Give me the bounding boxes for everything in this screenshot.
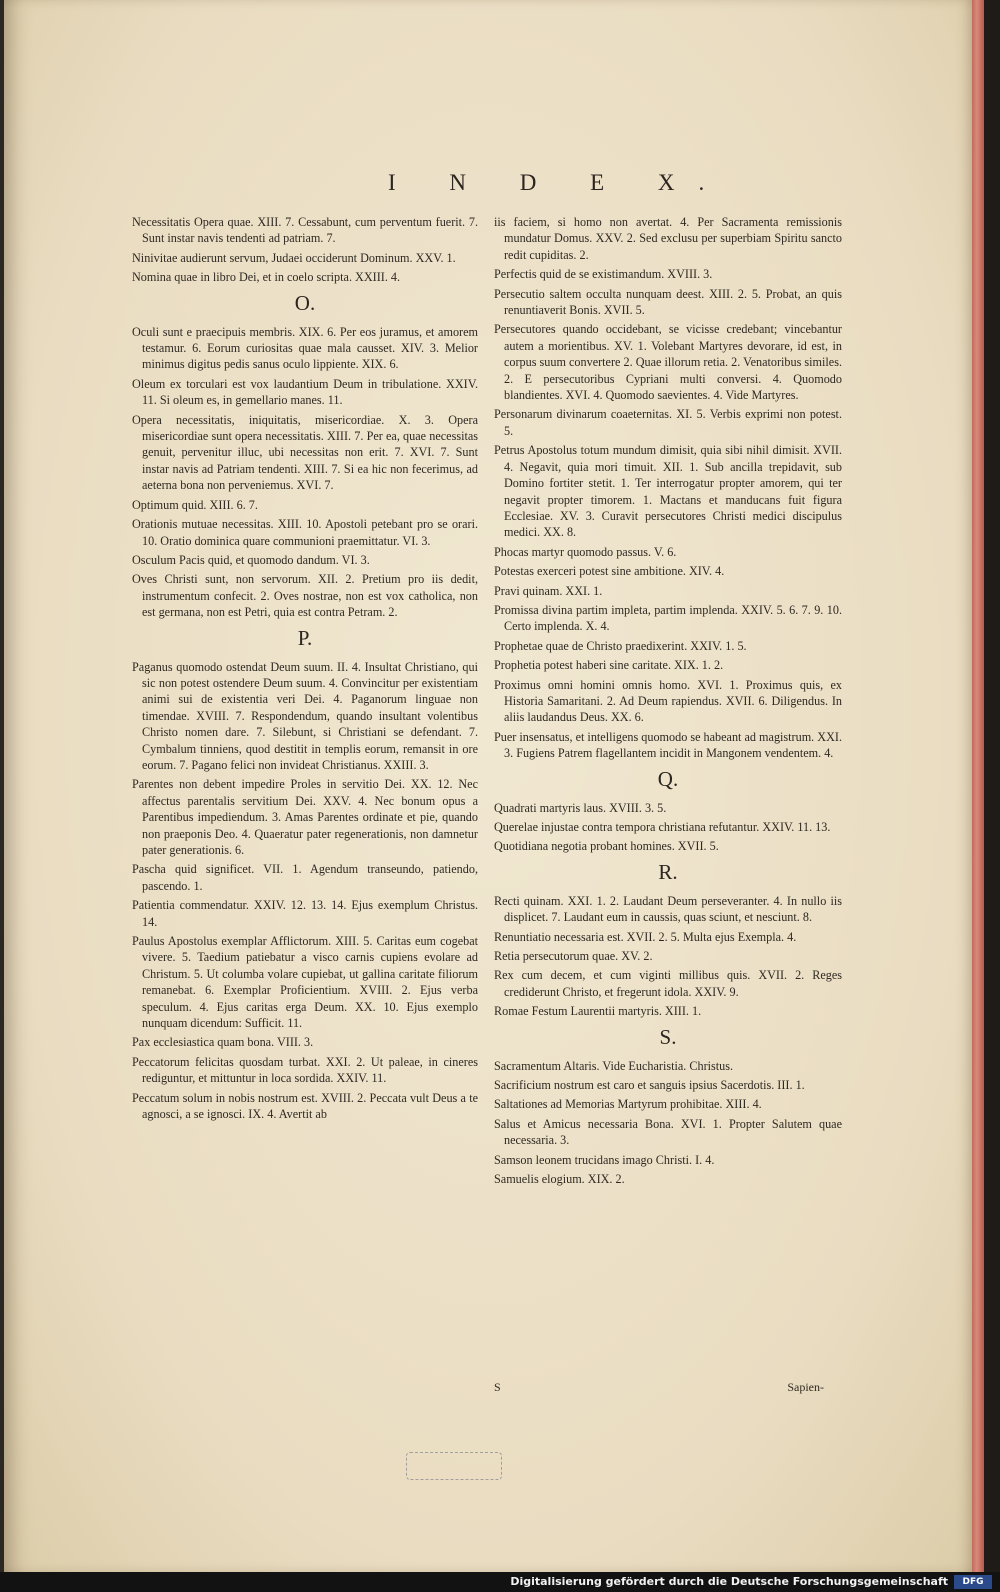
index-entry: Saltationes ad Memorias Martyrum prohibitae. XIII. 4.	[494, 1097, 762, 1112]
section-letter: P.	[297, 625, 313, 650]
footer-credit: Digitalisierung gefördert durch die Deutsche Forschungsgemeinschaft	[510, 1575, 948, 1588]
index-entry: Orationis mutuae necessitas. XIII. 10. Apostoli petebant pro se orari. 10. Oratio dominica quare communioni praemittatur. VI. 3.	[132, 517, 478, 548]
index-entry: Samuelis elogium. XIX. 2.	[494, 1172, 625, 1187]
dfg-logo-icon: DFG	[954, 1575, 992, 1589]
index-entry: Oculi sunt e praecipuis membris. XIX. 6. Per eos juramus, et amorem testamur. 6. Eorum curiositas quae mala causset. XIV. 3. Melior minimus digitus pedis sanus oculo lippiente. XIX. 6.	[132, 324, 478, 372]
index-entry: Promissa divina partim impleta, partim implenda. XXIV. 5. 6. 7. 9. 10. Certo implenda. X. 4.	[494, 602, 842, 634]
index-entry: Perfectis quid de se existimandum. XVIII. 3.	[494, 267, 713, 282]
index-entry: Recti quinam. XXI. 1. 2. Laudant Deum perseveranter. 4. In nullo iis displicet. 7. Laudant eum in caussis, quas sciunt, et nesciunt. 8.	[494, 893, 842, 925]
index-entry: Pravi quinam. XXI. 1.	[494, 583, 603, 598]
index-entry: Patientia commendatur. XXIV. 12. 13. 14. Ejus exemplum Christus. 14.	[132, 898, 478, 929]
index-entry: Proximus omni homini omnis homo. XVI. 1. Proximus quis, ex Historia Samaritani. 2. Ad Deum rapiendus. XVII. 6. Diligendus. In aliis laudandus Deus. XX. 6.	[494, 677, 842, 725]
index-entry: Persecutores quando occidebant, se vicisse credebant; vincebantur autem a morientibus. XV. 1. Volebant Martyres devorare, id est, in corpus suum convertere 2. Quae illorum retia. 2. Venatoribus similes. 2. E persecutoribus Cypriani multi conversi. 4. Quomodo blandientes. XVI. 4. Quomodo saevientes. 4. Vide Martyres.	[494, 322, 842, 403]
page-bottom-marks	[494, 1380, 824, 1395]
index-entry: Optimum quid. XIII. 6. 7.	[132, 497, 258, 512]
index-entry: Opera necessitatis, iniquitatis, misericordiae. X. 3. Opera misericordiae sunt opera necessitatis. XIII. 7. Per ea, quae necessitas genuit, pervenitur illuc, ubi necessitas non erit. 7. XVI. 7. Sunt instar navis ad Patriam tendenti. XIII. 7. Si ea hic non fecerimus, ad aeterna bona non perveniemus. XVI. 7.	[132, 412, 478, 493]
index-entry: Pascha quid significet. VII. 1. Agendum transeundo, patiendo, pascendo. 1.	[132, 862, 478, 893]
right-column	[494, 214, 842, 1191]
index-entry: Salus et Amicus necessaria Bona. XVI. 1. Propter Salutem quae necessaria. 3.	[494, 1116, 842, 1148]
index-entry: Prophetia potest haberi sine caritate. XIX. 1. 2.	[494, 658, 724, 673]
index-entry: Rex cum decem, et cum viginti millibus quis. XVII. 2. Reges crediderunt Christo, et fregerunt idola. XXIV. 9.	[494, 968, 842, 999]
index-entry: Romae Festum Laurentii martyris. XIII. 1.	[494, 1004, 702, 1019]
index-entry: Pax ecclesiastica quam bona. VIII. 3.	[132, 1035, 314, 1050]
index-entry: Renuntiatio necessaria est. XVII. 2. 5. Multa ejus Exempla. 4.	[494, 929, 797, 944]
index-entry: Sacramentum Altaris. Vide Eucharistia. Christus.	[494, 1058, 734, 1073]
left-column	[132, 214, 478, 1126]
index-entry: Parentes non debent impedire Proles in servitio Dei. XX. 12. Nec affectus parentalis servitium Dei. XXV. 4. Nec bonum opus a Parentibus impediendum. 3. Amas Parentes ordinate et pie, quando non praeponis Deo. 4. Quaeratur pater regenerationis, non damnetur pater generationis. 6.	[132, 777, 478, 857]
section-letter: S.	[659, 1024, 677, 1049]
index-entry: Prophetae quae de Christo praedixerint. XXIV. 1. 5.	[494, 638, 747, 653]
index-entry: Paulus Apostolus exemplar Afflictorum. XIII. 5. Caritas eum cogebat vivere. 5. Taedium patiebatur a visco carnis cupiens evolare ad Christum. 5. Ut columba volare cupiebat, ut gallina caritate filiorum remanebat. 6. Exemplar Proficientium. XVIII. 2. Ejus verba speculum. 4. Ejus caritas erga Deum. XX. 10. Ejus exemplo nunquam dicendum: Sufficit. 11.	[132, 934, 478, 1031]
index-entry: Sacrificium nostrum est caro et sanguis ipsius Sacerdotis. III. 1.	[494, 1078, 805, 1093]
index-entry: Oves Christi sunt, non servorum. XII. 2. Pretium pro iis dedit, instrumentum confecit. 2. Oves nostrae, non est vox catholica, non est germana, non est Petri, quia est contra Petram. 2.	[132, 572, 478, 620]
book-page	[4, 0, 972, 1572]
index-entry: Phocas martyr quomodo passus. V. 6.	[494, 544, 677, 559]
index-entry: Quotidiana negotia probant homines. XVII. 5.	[494, 839, 719, 854]
index-entry: Petrus Apostolus totum mundum dimisit, quia sibi nihil dimisit. XVII. 4. Negavit, quia mori timuit. XII. 1. Sub ancilla trepidavit, sub Domino fortiter stetit. 1. Ter interrogatur propter amorem, qui ter negavit propter timorem. 1. Mactans et manducans fuit figura Ecclesiae. XV. 3. Curavit persecutores Christi medici discipulus medici. XX. 8.	[494, 443, 842, 540]
index-entry: Necessitatis Opera quae. XIII. 7. Cessabunt, cum perventum fuerit. 7. Sunt instar navis tendenti ad patriam. 7.	[132, 215, 478, 246]
index-entry: Peccatum solum in nobis nostrum est. XVIII. 2. Peccata vult Deus a te agnosci, a se ignosci. IX. 4. Avertit ab	[132, 1090, 478, 1122]
section-letter: R.	[658, 859, 678, 884]
index-entry: Retia persecutorum quae. XV. 2.	[494, 949, 653, 964]
index-entry: Querelae injustae contra tempora christiana refutantur. XXIV. 11. 13.	[494, 820, 831, 834]
index-entry: Paganus quomodo ostendat Deum suum. II. 4. Insultat Christiano, qui sic non potest ostendere Deum suum. 4. Convincitur per existentiam animi sui de existentia veri Dei. 4. Paganorum linguae non timendae. XVIII. 7. Respondendum, quando insultant volentibus Christo nomen dare. 7. Silebunt, si Christiani se defendant. 7. Cymbalum tinniens, quod destitit in templis eorum, remansit in ore eorum. 7. Pagano felici non invideat Christianus. XXIII. 3.	[132, 659, 478, 772]
signature-mark: S	[494, 1380, 501, 1394]
library-stamp	[406, 1452, 502, 1480]
index-entry: Osculum Pacis quid, et quomodo dandum. VI. 3.	[132, 552, 370, 567]
index-entry: Peccatorum felicitas quosdam turbat. XXI. 2. Ut paleae, in cineres rediguntur, et mittuntur in loca sordida. XXIV. 11.	[132, 1054, 478, 1086]
catchword: Sapien-	[787, 1380, 824, 1394]
section-letter: Q.	[657, 766, 679, 791]
index-entry: Puer insensatus, et intelligens quomodo se habeant ad magistrum. XXI. 3. Fugiens Patrem flagellantem incidit in Mangonem vendentem. 4.	[494, 729, 842, 761]
footer-bar	[0, 1572, 1000, 1592]
section-letter: O.	[294, 290, 316, 315]
page-title: I N D E X.	[388, 170, 729, 195]
red-page-edge	[972, 0, 984, 1572]
index-entry: Persecutio saltem occulta nunquam deest. XIII. 2. 5. Probat, an quis renuntiaverit Bonis. XVII. 5.	[494, 286, 842, 318]
index-entry: Potestas exerceri potest sine ambitione. XIV. 4.	[494, 564, 725, 579]
index-entry: Ninivitae audierunt servum, Judaei occiderunt Dominum. XXV. 1.	[132, 250, 456, 265]
index-entry: Samson leonem trucidans imago Christi. I. 4.	[494, 1152, 715, 1167]
index-entry: Oleum ex torculari est vox laudantium Deum in tribulatione. XXIV. 11. Si oleum es, in gemellario manes. 11.	[132, 376, 478, 408]
index-entry: Nomina quae in libro Dei, et in coelo scripta. XXIII. 4.	[132, 270, 401, 285]
index-entry: iis faciem, si homo non avertat. 4. Per Sacramenta remissionis mundatur Domus. XXV. 2. Sed exclusu per superbiam Spiritu sancto redit cupiditas. 2.	[494, 215, 842, 262]
index-entry: Quadrati martyris laus. XVIII. 3. 5.	[494, 800, 667, 815]
index-entry: Personarum divinarum coaeternitas. XI. 5. Verbis exprimi non potest. 5.	[494, 407, 842, 438]
book-cover-edge	[984, 0, 1000, 1572]
